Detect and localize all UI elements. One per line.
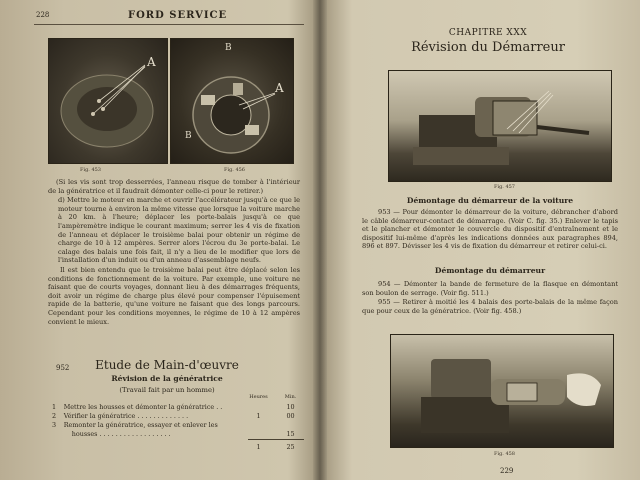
table-row-continued — [50, 430, 306, 439]
paragraph-954: 954 — Démonter la bande de fermeture de la flasque en démontant son boulon de serrage. (Voir fig. 511.) — [362, 280, 618, 297]
paragraph-d: d) Mettre le moteur en marche et ouvrir l'accélérateur jusqu'à ce que le moteur tourne à environ la même vitesse que lorsque la voiture marche à 20 km. à l'heure; déplacer les porte-balais jusqu'à ce que l'ampèremètre indique le courant maximum; serrer les 4 vis de fixation de l'anneau et déplacer le troisième balai pour obtenir un régime de charge de 10 à 12 ampères. Serrer alors l'écrou du 3e porte-balai. Le calage des balais une fois fait, il n'y a lieu de le modifier que lors de l'installation d'un induit ou d'un anneau d'assemblage neufs. — [58, 196, 300, 265]
brush-holder-illustration — [171, 39, 293, 163]
labour-table — [50, 394, 310, 452]
figure-453-caption: Fig. 453 — [80, 167, 101, 173]
right-page — [322, 0, 640, 480]
row-label: Mettre les housses et démonter la génératrice . . — [63, 403, 223, 411]
starter-brushes-illustration — [391, 335, 613, 447]
table-total-row — [50, 443, 306, 452]
figure-label-a-right: A — [275, 81, 284, 95]
section-title: Etude de Main-d'œuvre — [95, 358, 239, 372]
figure-label-b-bottom: B — [185, 131, 192, 141]
page-number-right: 229 — [500, 467, 514, 475]
page-number-left: 228 — [36, 11, 50, 19]
paragraph-note: (Si les vis sont trop desserrées, l'anneau risque de tomber à l'intérieur de la génératrice et il faudrait démonter celle-ci pour le retirer.) — [48, 178, 300, 195]
row-hours: 1 — [256, 412, 261, 420]
figure-456-photo — [170, 38, 294, 164]
row-label-continued: housses . . . . . . . . . . . . . . . . . . — [71, 430, 171, 438]
section-number: 952 — [56, 364, 70, 372]
figure-458-photo — [390, 334, 614, 448]
col-minutes: Min. — [284, 394, 297, 400]
figure-458-caption: Fig. 458 — [494, 451, 515, 457]
row-minutes: 15 — [286, 430, 295, 438]
heading-removal-from-car: Démontage du démarreur de la voiture — [406, 196, 574, 205]
row-label: Vérifier la génératrice . . . . . . . . . . . . . — [63, 412, 189, 420]
total-hours: 1 — [256, 443, 261, 451]
chapter-number: CHAPITRE XXX — [448, 28, 528, 38]
left-body-text — [48, 178, 300, 326]
col-hours: Heures — [249, 394, 268, 400]
header-rule — [34, 24, 304, 25]
figure-453-photo — [48, 38, 168, 164]
table-row — [50, 421, 306, 430]
total-minutes: 25 — [286, 443, 295, 451]
row-minutes: 00 — [286, 412, 295, 420]
row-number: 1 — [52, 403, 57, 411]
chapter-title: Révision du Démarreur — [411, 40, 565, 55]
figure-456-caption: Fig. 456 — [224, 167, 245, 173]
section-note: (Travail fait par un homme) — [119, 386, 215, 394]
section-subtitle: Révision de la génératrice — [111, 374, 223, 383]
figure-label-b-top: B — [225, 43, 232, 53]
left-page — [0, 0, 318, 480]
row-hours — [242, 430, 275, 439]
row-label: Remonter la génératrice, essayer et enlever les — [63, 421, 218, 429]
row-minutes: 10 — [286, 403, 295, 411]
figure-label-a: A — [147, 55, 156, 69]
table-row — [50, 403, 306, 412]
paragraph-third-brush: Il est bien entendu que le troisième balai peut être déplacé selon les conditions de fonctionnement de la voiture. Par exemple, une voiture ne faisant que de courts voyages, donnant lieu à des démarrages fréquents, doit avoir un régime de charge plus élevé pour compenser l'épuisement rapide de la batterie, qu'une voiture ne faisant que des longs parcours. Cependant pour les conditions moyennes, le régime de 10 à 12 ampères convient le mieux. — [48, 265, 300, 326]
row-number: 3 — [52, 421, 57, 429]
table-header-row — [50, 394, 306, 403]
row-number: 2 — [52, 412, 57, 420]
heading-starter-disassembly: Démontage du démarreur — [434, 266, 546, 275]
paragraph-953: 953 — Pour démonter le démarreur de la voiture, débrancher d'abord le câble démarreur-contact de démarrage. (Voir C. fig. 35.) Enlever le tapis et le plancher et démonter le couvercle du dispositif d'entraînement et le dispositif lui-même d'après les indications données aux paragraphes 894, 896 et 897. Dévisser les 4 vis de fixation du démarreur et retirer celui-ci. — [362, 208, 618, 251]
running-head: FORD SERVICE — [128, 10, 228, 21]
table-row — [50, 412, 306, 421]
row-hours — [242, 403, 275, 412]
figure-457-caption: Fig. 457 — [494, 184, 515, 190]
paragraph-955: 955 — Retirer à moitié les 4 balais des porte-balais de la même façon que pour ceux de la génératrice. (Voir fig. 458.) — [362, 298, 618, 315]
figure-457-photo — [388, 70, 612, 182]
starter-in-vise-illustration — [389, 71, 611, 181]
